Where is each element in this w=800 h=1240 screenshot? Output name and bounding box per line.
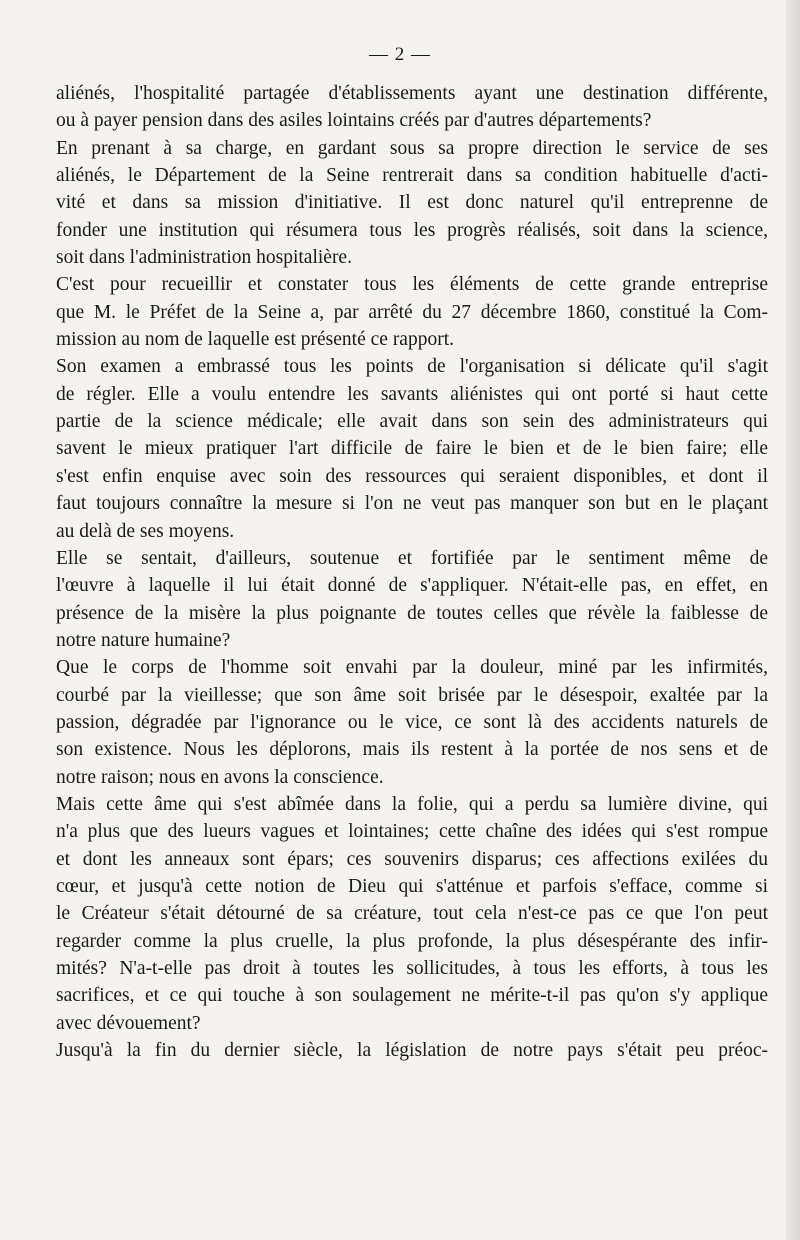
- text-line: mission au nom de laquelle est présenté ce rapport.: [56, 329, 454, 351]
- text-line: aliénés, l'hospitalité partagée d'établissements ayant une destination différente,: [56, 83, 768, 104]
- text-line: le Créateur s'était détourné de sa créature, tout cela n'est-ce pas ce que l'on peut: [56, 903, 768, 925]
- text-line: au delà de ses moyens.: [56, 520, 235, 542]
- text-line: n'a plus que des lueurs vagues et lointaines; cette chaîne des idées qui s'est rompue: [56, 821, 768, 843]
- text-line: présence de la misère la plus poignante de toutes celles que révèle la faiblesse de: [56, 602, 768, 624]
- text-line: regarder comme la plus cruelle, la plus profonde, la plus désespérante des infir-: [56, 930, 768, 952]
- page-number: — 2 —: [369, 44, 431, 65]
- text-line: son existence. Nous les déplorons, mais ils restent à la portée de nos sens et de: [56, 739, 768, 761]
- text-line: passion, dégradée par l'ignorance ou le vice, ce sont là des accidents naturels de: [56, 711, 768, 733]
- text-line: Que le corps de l'homme soit envahi par la douleur, miné par les infirmités,: [56, 657, 768, 679]
- text-line: avec dévouement?: [56, 1012, 201, 1034]
- text-line: C'est pour recueillir et constater tous les éléments de cette grande entreprise: [56, 274, 768, 296]
- text-line: Son examen a embrassé tous les points de l'organisation si délicate qu'il s'agit: [56, 356, 768, 378]
- text-line: savent le mieux pratiquer l'art difficile de faire le bien et de le bien faire; elle: [56, 438, 768, 460]
- text-line: Mais cette âme qui s'est abîmée dans la folie, qui a perdu sa lumière divine, qui: [56, 793, 768, 815]
- text-line: En prenant à sa charge, en gardant sous sa propre direction le service de ses: [56, 137, 768, 159]
- text-line: et dont les anneaux sont épars; ces souvenirs disparus; ces affections exilées du: [56, 848, 768, 870]
- text-line: s'est enfin enquise avec soin des ressources qui seraient disponibles, et dont il: [56, 465, 768, 487]
- text-line: de régler. Elle a voulu entendre les savants aliénistes qui ont porté si haut cette: [56, 383, 768, 405]
- text-line: soit dans l'administration hospitalière.: [56, 247, 352, 269]
- text-line: notre raison; nous en avons la conscience.: [56, 766, 384, 788]
- text-line: notre nature humaine?: [56, 629, 231, 651]
- page-edge: [786, 0, 800, 1240]
- text-line: cœur, et jusqu'à cette notion de Dieu qui s'atténue et parfois s'efface, comme si: [56, 875, 768, 897]
- text-line: aliénés, le Département de la Seine rentrerait dans sa condition habituelle d'acti-: [56, 165, 768, 187]
- text-line: courbé par la vieillesse; que son âme soit brisée par le désespoir, exaltée par la: [56, 684, 768, 706]
- text-line: Jusqu'à la fin du dernier siècle, la législation de notre pays s'était peu préoc-: [56, 1040, 768, 1062]
- text-line: faut toujours connaître la mesure si l'on ne veut pas manquer son but en le plaçant: [56, 493, 768, 515]
- text-line: fonder une institution qui résumera tous les progrès réalisés, soit dans la science,: [56, 219, 768, 241]
- body-text: [56, 80, 768, 1064]
- text-line: sacrifices, et ce qui touche à son soulagement ne mérite-t-il pas qu'on s'y applique: [56, 985, 768, 1007]
- text-line: vité et dans sa mission d'initiative. Il est donc naturel qu'il entreprenne de: [56, 192, 768, 214]
- text-line: ou à payer pension dans des asiles lointains créés par d'autres départements?: [56, 110, 652, 132]
- text-line: partie de la science médicale; elle avait dans son sein des administrateurs qui: [56, 411, 768, 433]
- text-line: que M. le Préfet de la Seine a, par arrêté du 27 décembre 1860, constitué la Com-: [56, 301, 768, 323]
- text-line: l'œuvre à laquelle il lui était donné de s'appliquer. N'était-elle pas, en effet, en: [56, 575, 768, 597]
- text-line: Elle se sentait, d'ailleurs, soutenue et fortifiée par le sentiment même de: [56, 547, 768, 569]
- text-line: mités? N'a-t-elle pas droit à toutes les sollicitudes, à tous les efforts, à tous les: [56, 958, 768, 979]
